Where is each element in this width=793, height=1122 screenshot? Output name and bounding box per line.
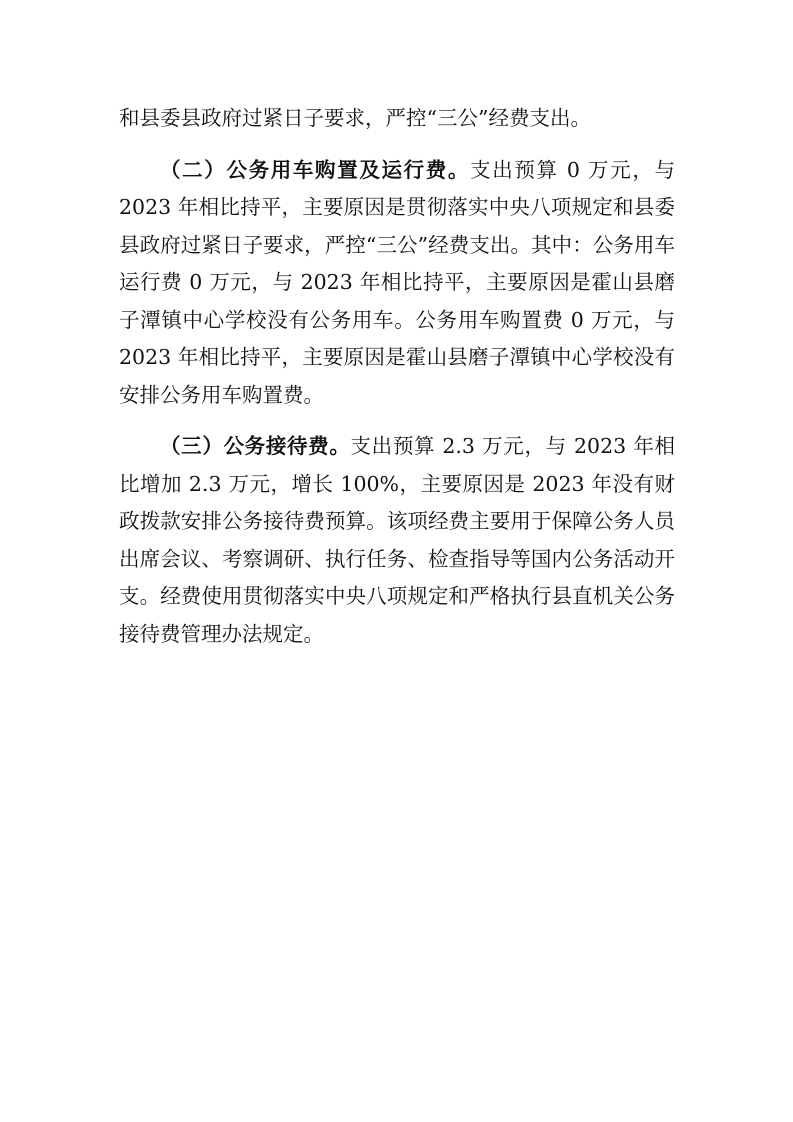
section-reception-expenses xyxy=(119,428,675,653)
section-body-vehicle: 支出预算 0 万元，与 2023 年相比持平，主要原因是贯彻落实中央八项规定和县委县政府过紧日子要求，严控“三公”经费支出。其中：公务用车运行费 0 万元，与 2023 年相比持平，主要原因是霍山县磨子潭镇中心学校没有公务用车。公务用车购置费 0 万元，与 2023 年相比持平，主要原因是霍山县磨子潭镇中心学校没有安排公务用车购置费。 xyxy=(119,157,676,407)
document-body xyxy=(119,100,675,667)
section-vehicle-expenses xyxy=(119,152,675,415)
paragraph-continuation: 和县委县政府过紧日子要求，严控“三公”经费支出。 xyxy=(119,106,591,130)
section-heading-reception: （三）公务接待费。 xyxy=(160,434,351,458)
section-heading-vehicle: （二）公务用车购置及运行费。 xyxy=(160,157,471,182)
section-body-reception: 支出预算 2.3 万元，与 2023 年相比增加 2.3 万元，增长 100%，主要原因是 2023 年没有财政拨款安排公务接待费预算。该项经费主要用于保障公务人员出席会议、考察调研、执行任务、检查指导等国内公务活动开支。经费使用贯彻落实中央八项规定和严格执行县直机关公务接待费管理办法规定。 xyxy=(119,434,675,646)
